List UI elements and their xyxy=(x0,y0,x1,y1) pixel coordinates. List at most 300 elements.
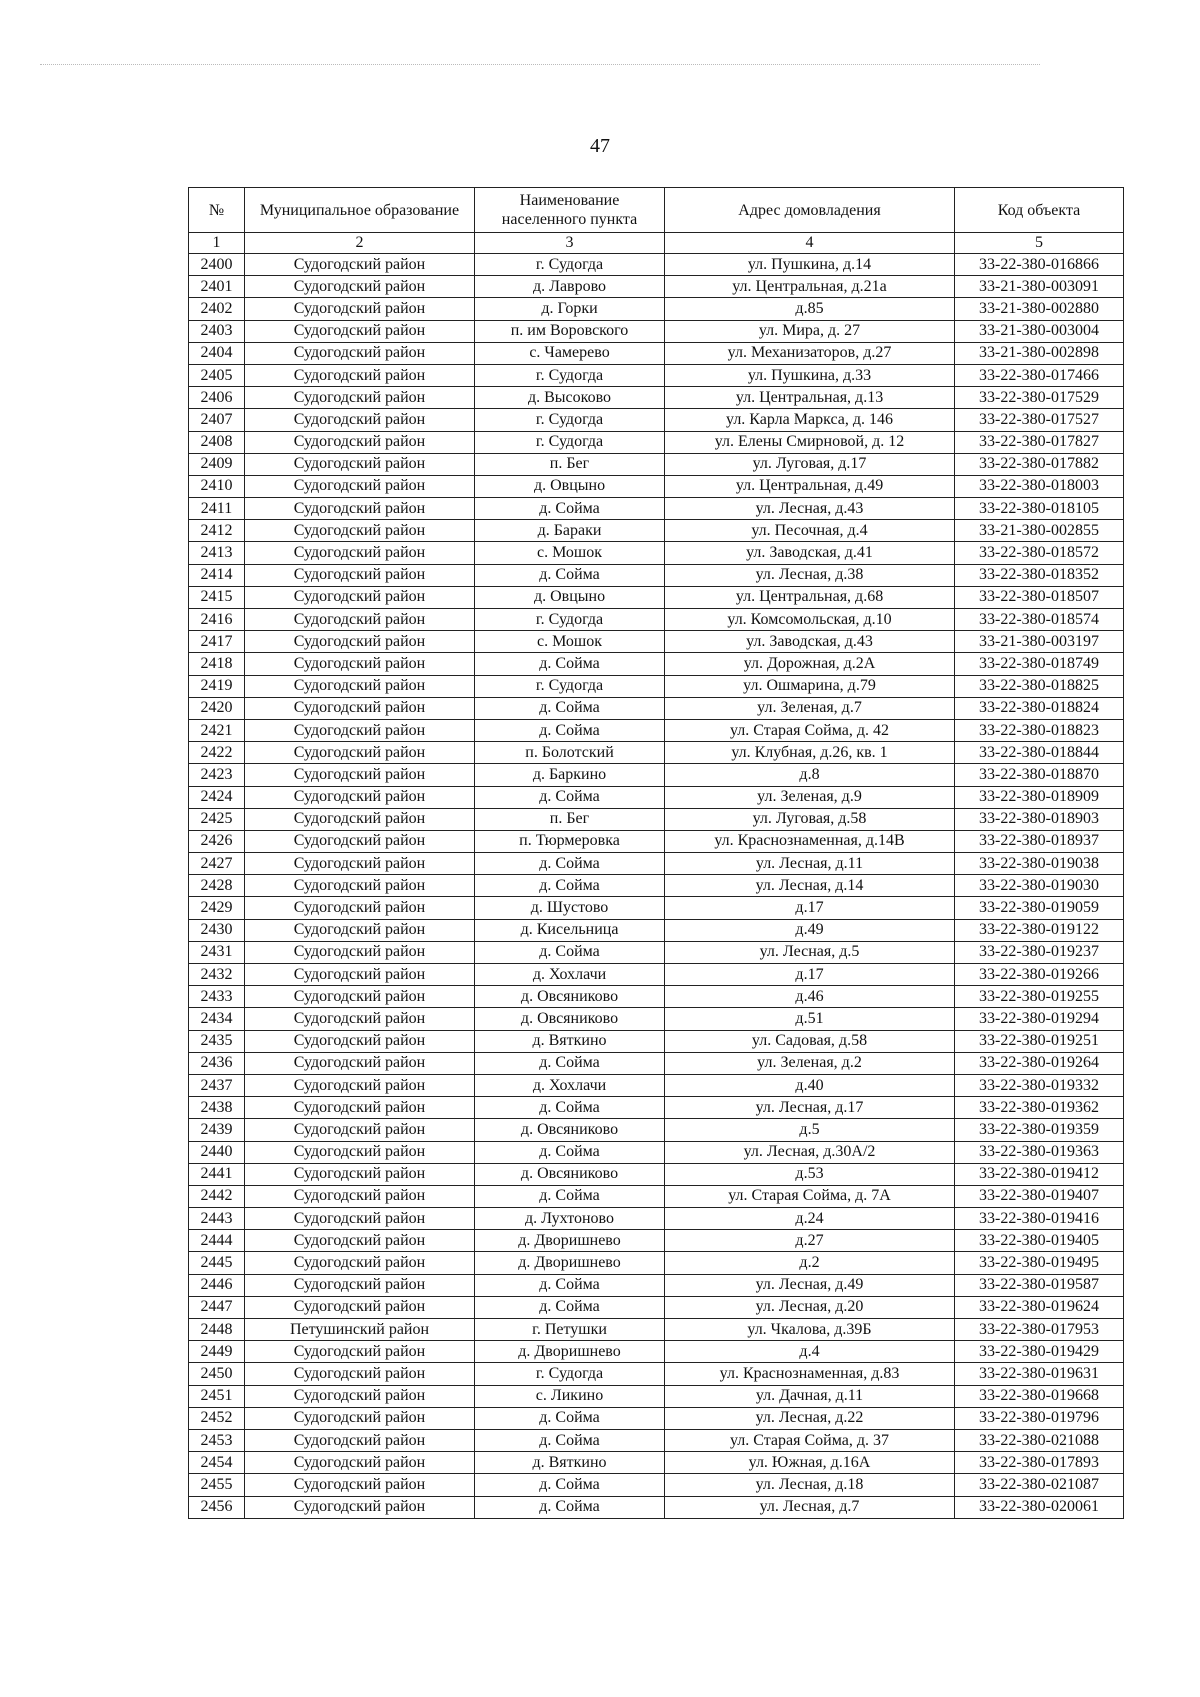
municipality-cell: Судогодский район xyxy=(245,498,475,520)
settlement-cell: д. Овсяниково xyxy=(475,986,665,1008)
header-row xyxy=(189,188,1124,233)
table-row xyxy=(189,1230,1124,1252)
row-number: 2425 xyxy=(189,808,245,830)
object-code-cell: 33-22-380-019412 xyxy=(955,1163,1124,1185)
settlement-cell: г. Судогда xyxy=(475,254,665,276)
address-cell: ул. Пушкина, д.14 xyxy=(665,254,955,276)
municipality-cell: Судогодский район xyxy=(245,586,475,608)
settlement-cell: д. Сойма xyxy=(475,1429,665,1451)
settlement-cell: д. Шустово xyxy=(475,897,665,919)
settlement-cell: д. Дворишнево xyxy=(475,1341,665,1363)
object-code-cell: 33-22-380-018903 xyxy=(955,808,1124,830)
row-number: 2417 xyxy=(189,631,245,653)
settlement-cell: д. Вяткино xyxy=(475,1030,665,1052)
settlement-cell: д. Сойма xyxy=(475,653,665,675)
row-number: 2427 xyxy=(189,853,245,875)
settlement-cell: п. им Воровского xyxy=(475,320,665,342)
row-number: 2443 xyxy=(189,1208,245,1230)
settlement-cell: д. Сойма xyxy=(475,941,665,963)
settlement-cell: г. Судогда xyxy=(475,364,665,386)
row-number: 2406 xyxy=(189,387,245,409)
table-row xyxy=(189,1185,1124,1207)
row-number: 2429 xyxy=(189,897,245,919)
settlement-cell: д. Сойма xyxy=(475,498,665,520)
address-cell: ул. Заводская, д.41 xyxy=(665,542,955,564)
address-cell: ул. Южная, д.16А xyxy=(665,1452,955,1474)
address-cell: ул. Лесная, д.38 xyxy=(665,564,955,586)
row-number: 2435 xyxy=(189,1030,245,1052)
row-number: 2414 xyxy=(189,564,245,586)
object-code-cell: 33-22-380-016866 xyxy=(955,254,1124,276)
object-code-cell: 33-22-380-017466 xyxy=(955,364,1124,386)
municipality-cell: Судогодский район xyxy=(245,1296,475,1318)
address-cell: д.24 xyxy=(665,1208,955,1230)
table-row xyxy=(189,1296,1124,1318)
table-row xyxy=(189,764,1124,786)
settlement-cell: д. Сойма xyxy=(475,1496,665,1518)
address-cell: ул. Зеленая, д.2 xyxy=(665,1052,955,1074)
address-cell: д.27 xyxy=(665,1230,955,1252)
address-cell: ул. Краснознаменная, д.83 xyxy=(665,1363,955,1385)
address-cell: ул. Краснознаменная, д.14В xyxy=(665,830,955,852)
address-cell: ул. Луговая, д.17 xyxy=(665,453,955,475)
row-number: 2440 xyxy=(189,1141,245,1163)
row-number: 2442 xyxy=(189,1185,245,1207)
object-code-cell: 33-22-380-017827 xyxy=(955,431,1124,453)
object-code-cell: 33-22-380-020061 xyxy=(955,1496,1124,1518)
row-number: 2436 xyxy=(189,1052,245,1074)
municipality-cell: Судогодский район xyxy=(245,919,475,941)
row-number: 2416 xyxy=(189,609,245,631)
municipality-cell: Судогодский район xyxy=(245,1141,475,1163)
settlement-cell: д. Баркино xyxy=(475,764,665,786)
registry-table xyxy=(188,187,1124,1519)
municipality-cell: Судогодский район xyxy=(245,786,475,808)
table-row xyxy=(189,830,1124,852)
object-code-cell: 33-22-380-019587 xyxy=(955,1274,1124,1296)
settlement-cell: д. Сойма xyxy=(475,1296,665,1318)
table-row xyxy=(189,364,1124,386)
object-code-cell: 33-22-380-018824 xyxy=(955,697,1124,719)
municipality-cell: Судогодский район xyxy=(245,631,475,653)
object-code-cell: 33-21-380-003004 xyxy=(955,320,1124,342)
object-code-cell: 33-22-380-021088 xyxy=(955,1429,1124,1451)
address-cell: ул. Лесная, д.43 xyxy=(665,498,955,520)
row-number: 2421 xyxy=(189,719,245,741)
table-row xyxy=(189,941,1124,963)
settlement-cell: д. Высоково xyxy=(475,387,665,409)
table-row xyxy=(189,1319,1124,1341)
table-row xyxy=(189,1008,1124,1030)
page-number: 47 xyxy=(590,135,610,157)
object-code-cell: 33-22-380-017529 xyxy=(955,387,1124,409)
settlement-cell: д. Сойма xyxy=(475,853,665,875)
settlement-cell: д. Сойма xyxy=(475,1407,665,1429)
address-cell: д.17 xyxy=(665,964,955,986)
municipality-cell: Судогодский район xyxy=(245,875,475,897)
municipality-cell: Судогодский район xyxy=(245,1030,475,1052)
row-number: 2431 xyxy=(189,941,245,963)
table-row xyxy=(189,808,1124,830)
table-row xyxy=(189,1030,1124,1052)
object-code-cell: 33-22-380-019294 xyxy=(955,1008,1124,1030)
object-code-cell: 33-22-380-017893 xyxy=(955,1452,1124,1474)
settlement-cell: п. Тюрмеровка xyxy=(475,830,665,852)
table-row xyxy=(189,1341,1124,1363)
object-code-cell: 33-22-380-019668 xyxy=(955,1385,1124,1407)
row-number: 2415 xyxy=(189,586,245,608)
object-code-cell: 33-21-380-003091 xyxy=(955,276,1124,298)
row-number: 2407 xyxy=(189,409,245,431)
object-code-cell: 33-22-380-018105 xyxy=(955,498,1124,520)
municipality-cell: Судогодский район xyxy=(245,1363,475,1385)
object-code-cell: 33-21-380-002898 xyxy=(955,342,1124,364)
object-code-cell: 33-22-380-018749 xyxy=(955,653,1124,675)
settlement-cell: с. Чамерево xyxy=(475,342,665,364)
object-code-cell: 33-22-380-019251 xyxy=(955,1030,1124,1052)
settlement-cell: д. Сойма xyxy=(475,1474,665,1496)
address-cell: ул. Старая Сойма, д. 42 xyxy=(665,719,955,741)
address-cell: ул. Карла Маркса, д. 146 xyxy=(665,409,955,431)
row-number: 2408 xyxy=(189,431,245,453)
municipality-cell: Судогодский район xyxy=(245,564,475,586)
address-cell: ул. Дорожная, д.2А xyxy=(665,653,955,675)
object-code-cell: 33-22-380-017953 xyxy=(955,1319,1124,1341)
settlement-cell: г. Судогда xyxy=(475,1363,665,1385)
municipality-cell: Судогодский район xyxy=(245,409,475,431)
object-code-cell: 33-22-380-018352 xyxy=(955,564,1124,586)
table-row xyxy=(189,719,1124,741)
table-row xyxy=(189,653,1124,675)
row-number: 2422 xyxy=(189,742,245,764)
settlement-cell: д. Сойма xyxy=(475,719,665,741)
municipality-cell: Судогодский район xyxy=(245,830,475,852)
object-code-cell: 33-22-380-019416 xyxy=(955,1208,1124,1230)
settlement-cell: д. Кисельница xyxy=(475,919,665,941)
settlement-cell: д. Овсяниково xyxy=(475,1119,665,1141)
row-number: 2412 xyxy=(189,520,245,542)
table-row xyxy=(189,742,1124,764)
row-number: 2428 xyxy=(189,875,245,897)
object-code-cell: 33-22-380-019332 xyxy=(955,1074,1124,1096)
header-object-code: Код объекта xyxy=(955,188,1124,233)
settlement-cell: г. Судогда xyxy=(475,609,665,631)
municipality-cell: Судогодский район xyxy=(245,1185,475,1207)
municipality-cell: Судогодский район xyxy=(245,1074,475,1096)
address-cell: ул. Центральная, д.49 xyxy=(665,475,955,497)
settlement-cell: п. Бег xyxy=(475,453,665,475)
address-cell: д.49 xyxy=(665,919,955,941)
settlement-cell: д. Хохлачи xyxy=(475,964,665,986)
row-number: 2453 xyxy=(189,1429,245,1451)
object-code-cell: 33-22-380-018825 xyxy=(955,675,1124,697)
object-code-cell: 33-22-380-018870 xyxy=(955,764,1124,786)
row-number: 2433 xyxy=(189,986,245,1008)
address-cell: д.2 xyxy=(665,1252,955,1274)
municipality-cell: Судогодский район xyxy=(245,453,475,475)
address-cell: д.85 xyxy=(665,298,955,320)
municipality-cell: Судогодский район xyxy=(245,254,475,276)
municipality-cell: Судогодский район xyxy=(245,276,475,298)
municipality-cell: Судогодский район xyxy=(245,475,475,497)
address-cell: ул. Комсомольская, д.10 xyxy=(665,609,955,631)
municipality-cell: Судогодский район xyxy=(245,853,475,875)
table-row xyxy=(189,1429,1124,1451)
municipality-cell: Судогодский район xyxy=(245,320,475,342)
municipality-cell: Судогодский район xyxy=(245,897,475,919)
address-cell: д.40 xyxy=(665,1074,955,1096)
address-cell: ул. Центральная, д.68 xyxy=(665,586,955,608)
settlement-cell: д. Сойма xyxy=(475,1097,665,1119)
municipality-cell: Судогодский район xyxy=(245,1474,475,1496)
address-cell: ул. Пушкина, д.33 xyxy=(665,364,955,386)
table-row xyxy=(189,298,1124,320)
address-cell: ул. Лесная, д.17 xyxy=(665,1097,955,1119)
address-cell: ул. Центральная, д.13 xyxy=(665,387,955,409)
scan-artifact-line xyxy=(40,64,1040,65)
address-cell: ул. Лесная, д.22 xyxy=(665,1407,955,1429)
address-cell: ул. Лесная, д.11 xyxy=(665,853,955,875)
table-row xyxy=(189,1363,1124,1385)
address-cell: ул. Мира, д. 27 xyxy=(665,320,955,342)
object-code-cell: 33-22-380-019631 xyxy=(955,1363,1124,1385)
address-cell: ул. Клубная, д.26, кв. 1 xyxy=(665,742,955,764)
settlement-cell: д. Сойма xyxy=(475,697,665,719)
address-cell: ул. Зеленая, д.9 xyxy=(665,786,955,808)
row-number: 2449 xyxy=(189,1341,245,1363)
table-row xyxy=(189,986,1124,1008)
table-row xyxy=(189,586,1124,608)
address-cell: д.8 xyxy=(665,764,955,786)
municipality-cell: Судогодский район xyxy=(245,719,475,741)
settlement-cell: п. Бег xyxy=(475,808,665,830)
address-cell: ул. Лесная, д.49 xyxy=(665,1274,955,1296)
address-cell: ул. Зеленая, д.7 xyxy=(665,697,955,719)
table-row xyxy=(189,431,1124,453)
table-row xyxy=(189,1052,1124,1074)
object-code-cell: 33-22-380-019122 xyxy=(955,919,1124,941)
municipality-cell: Судогодский район xyxy=(245,542,475,564)
municipality-cell: Петушинский район xyxy=(245,1319,475,1341)
address-cell: ул. Елены Смирновой, д. 12 xyxy=(665,431,955,453)
row-number: 2403 xyxy=(189,320,245,342)
address-cell: ул. Песочная, д.4 xyxy=(665,520,955,542)
settlement-cell: г. Судогда xyxy=(475,675,665,697)
address-cell: д.5 xyxy=(665,1119,955,1141)
address-cell: ул. Старая Сойма, д. 37 xyxy=(665,1429,955,1451)
object-code-cell: 33-22-380-019359 xyxy=(955,1119,1124,1141)
address-cell: ул. Центральная, д.21а xyxy=(665,276,955,298)
municipality-cell: Судогодский район xyxy=(245,742,475,764)
table-row xyxy=(189,875,1124,897)
object-code-cell: 33-22-380-019237 xyxy=(955,941,1124,963)
row-number: 2434 xyxy=(189,1008,245,1030)
object-code-cell: 33-22-380-021087 xyxy=(955,1474,1124,1496)
row-number: 2400 xyxy=(189,254,245,276)
table-row xyxy=(189,453,1124,475)
settlement-cell: с. Мошок xyxy=(475,631,665,653)
table-row xyxy=(189,675,1124,697)
object-code-cell: 33-22-380-018909 xyxy=(955,786,1124,808)
settlement-cell: д. Овсяниково xyxy=(475,1008,665,1030)
row-number: 2454 xyxy=(189,1452,245,1474)
object-code-cell: 33-22-380-018937 xyxy=(955,830,1124,852)
header-municipality: Муниципальное образование xyxy=(245,188,475,233)
row-number: 2447 xyxy=(189,1296,245,1318)
row-number: 2401 xyxy=(189,276,245,298)
column-number: 5 xyxy=(955,233,1124,254)
table-row xyxy=(189,409,1124,431)
municipality-cell: Судогодский район xyxy=(245,941,475,963)
settlement-cell: д. Сойма xyxy=(475,1052,665,1074)
municipality-cell: Судогодский район xyxy=(245,964,475,986)
row-number: 2452 xyxy=(189,1407,245,1429)
table-row xyxy=(189,254,1124,276)
header-address: Адрес домовладения xyxy=(665,188,955,233)
settlement-cell: г. Петушки xyxy=(475,1319,665,1341)
address-cell: ул. Садовая, д.58 xyxy=(665,1030,955,1052)
municipality-cell: Судогодский район xyxy=(245,342,475,364)
table-row xyxy=(189,1407,1124,1429)
object-code-cell: 33-22-380-018003 xyxy=(955,475,1124,497)
row-number: 2424 xyxy=(189,786,245,808)
object-code-cell: 33-22-380-018844 xyxy=(955,742,1124,764)
settlement-cell: д. Дворишнево xyxy=(475,1230,665,1252)
row-number: 2410 xyxy=(189,475,245,497)
table-row xyxy=(189,387,1124,409)
object-code-cell: 33-22-380-019796 xyxy=(955,1407,1124,1429)
address-cell: ул. Лесная, д.5 xyxy=(665,941,955,963)
municipality-cell: Судогодский район xyxy=(245,1052,475,1074)
table-row xyxy=(189,1208,1124,1230)
settlement-cell: д. Сойма xyxy=(475,564,665,586)
column-numbers-row xyxy=(189,233,1124,254)
table-row xyxy=(189,1141,1124,1163)
address-cell: д.53 xyxy=(665,1163,955,1185)
settlement-cell: д. Хохлачи xyxy=(475,1074,665,1096)
settlement-cell: д. Дворишнево xyxy=(475,1252,665,1274)
table-row xyxy=(189,1274,1124,1296)
object-code-cell: 33-22-380-017527 xyxy=(955,409,1124,431)
column-number: 2 xyxy=(245,233,475,254)
settlement-cell: д. Горки xyxy=(475,298,665,320)
table-row xyxy=(189,320,1124,342)
settlement-cell: п. Болотский xyxy=(475,742,665,764)
table-row xyxy=(189,1252,1124,1274)
row-number: 2420 xyxy=(189,697,245,719)
table-row xyxy=(189,786,1124,808)
table-row xyxy=(189,1385,1124,1407)
table-row xyxy=(189,342,1124,364)
table-row xyxy=(189,1163,1124,1185)
settlement-cell: с. Мошок xyxy=(475,542,665,564)
settlement-cell: д. Лаврово xyxy=(475,276,665,298)
municipality-cell: Судогодский район xyxy=(245,364,475,386)
address-cell: ул. Лесная, д.14 xyxy=(665,875,955,897)
settlement-cell: с. Ликино xyxy=(475,1385,665,1407)
object-code-cell: 33-22-380-019266 xyxy=(955,964,1124,986)
address-cell: д.4 xyxy=(665,1341,955,1363)
municipality-cell: Судогодский район xyxy=(245,1496,475,1518)
settlement-cell: д. Сойма xyxy=(475,1274,665,1296)
row-number: 2423 xyxy=(189,764,245,786)
row-number: 2444 xyxy=(189,1230,245,1252)
object-code-cell: 33-22-380-019038 xyxy=(955,853,1124,875)
address-cell: ул. Луговая, д.58 xyxy=(665,808,955,830)
table-row xyxy=(189,1097,1124,1119)
object-code-cell: 33-22-380-019059 xyxy=(955,897,1124,919)
table-row xyxy=(189,697,1124,719)
column-number: 4 xyxy=(665,233,955,254)
row-number: 2413 xyxy=(189,542,245,564)
municipality-cell: Судогодский район xyxy=(245,764,475,786)
table-row xyxy=(189,964,1124,986)
address-cell: ул. Лесная, д.18 xyxy=(665,1474,955,1496)
municipality-cell: Судогодский район xyxy=(245,1119,475,1141)
object-code-cell: 33-22-380-019405 xyxy=(955,1230,1124,1252)
address-cell: ул. Механизаторов, д.27 xyxy=(665,342,955,364)
row-number: 2437 xyxy=(189,1074,245,1096)
header-settlement: Наименование населенного пункта xyxy=(475,188,665,233)
table-row xyxy=(189,1119,1124,1141)
object-code-cell: 33-22-380-019495 xyxy=(955,1252,1124,1274)
settlement-cell: д. Сойма xyxy=(475,786,665,808)
object-code-cell: 33-22-380-019363 xyxy=(955,1141,1124,1163)
municipality-cell: Судогодский район xyxy=(245,1008,475,1030)
object-code-cell: 33-22-380-017882 xyxy=(955,453,1124,475)
address-cell: ул. Заводская, д.43 xyxy=(665,631,955,653)
settlement-cell: д. Овсяниково xyxy=(475,1163,665,1185)
address-cell: ул. Лесная, д.20 xyxy=(665,1296,955,1318)
address-cell: д.17 xyxy=(665,897,955,919)
municipality-cell: Судогодский район xyxy=(245,1097,475,1119)
table-row xyxy=(189,609,1124,631)
municipality-cell: Судогодский район xyxy=(245,298,475,320)
column-number: 1 xyxy=(189,233,245,254)
settlement-cell: д. Овцыно xyxy=(475,475,665,497)
table-body xyxy=(189,254,1124,1519)
object-code-cell: 33-21-380-003197 xyxy=(955,631,1124,653)
object-code-cell: 33-22-380-019030 xyxy=(955,875,1124,897)
municipality-cell: Судогодский район xyxy=(245,1429,475,1451)
table-row xyxy=(189,276,1124,298)
municipality-cell: Судогодский район xyxy=(245,986,475,1008)
row-number: 2430 xyxy=(189,919,245,941)
municipality-cell: Судогодский район xyxy=(245,1341,475,1363)
row-number: 2438 xyxy=(189,1097,245,1119)
object-code-cell: 33-22-380-018507 xyxy=(955,586,1124,608)
table-row xyxy=(189,1474,1124,1496)
municipality-cell: Судогодский район xyxy=(245,1274,475,1296)
address-cell: ул. Лесная, д.30А/2 xyxy=(665,1141,955,1163)
municipality-cell: Судогодский район xyxy=(245,808,475,830)
row-number: 2439 xyxy=(189,1119,245,1141)
header-number: № xyxy=(189,188,245,233)
address-cell: ул. Лесная, д.7 xyxy=(665,1496,955,1518)
row-number: 2409 xyxy=(189,453,245,475)
table-row xyxy=(189,542,1124,564)
object-code-cell: 33-21-380-002855 xyxy=(955,520,1124,542)
row-number: 2456 xyxy=(189,1496,245,1518)
municipality-cell: Судогодский район xyxy=(245,653,475,675)
object-code-cell: 33-21-380-002880 xyxy=(955,298,1124,320)
row-number: 2418 xyxy=(189,653,245,675)
municipality-cell: Судогодский район xyxy=(245,1230,475,1252)
address-cell: д.46 xyxy=(665,986,955,1008)
table-row xyxy=(189,853,1124,875)
column-number: 3 xyxy=(475,233,665,254)
municipality-cell: Судогодский район xyxy=(245,431,475,453)
